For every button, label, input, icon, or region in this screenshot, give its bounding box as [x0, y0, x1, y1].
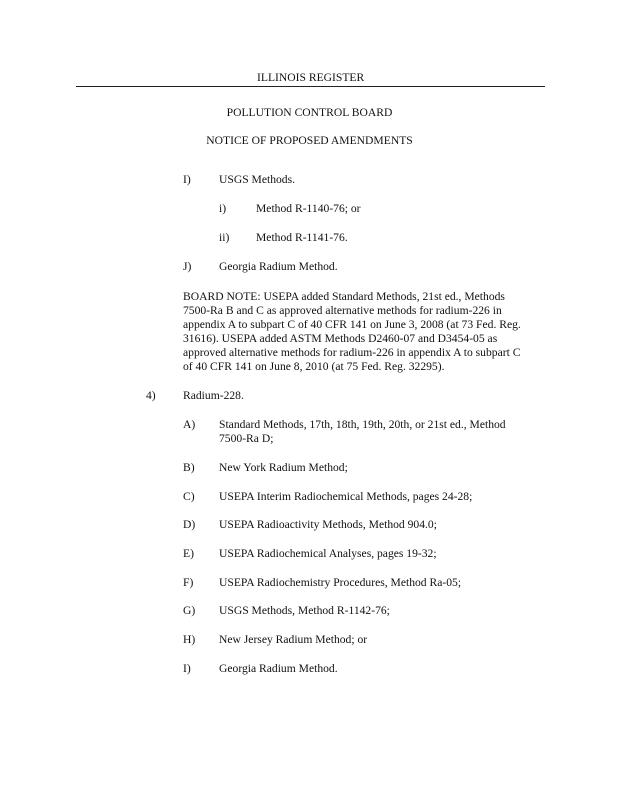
item-marker: i): [219, 202, 227, 215]
item-marker: B): [183, 461, 195, 474]
section-marker: 4): [146, 389, 156, 402]
board-note-line: 7500-Ra B and C as approved alternative methods for radium-226 in: [183, 304, 502, 317]
item-marker: ii): [219, 231, 230, 244]
item-text: USEPA Radiochemical Analyses, pages 19-32;: [219, 547, 437, 560]
item-marker: G): [183, 604, 196, 617]
item-text: Standard Methods, 17th, 18th, 19th, 20th, or 21st ed., Method: [219, 418, 506, 431]
item-text: USGS Methods, Method R-1142-76;: [219, 604, 390, 617]
item-marker: J): [183, 260, 192, 273]
item-marker: F): [183, 576, 194, 589]
item-text: Georgia Radium Method.: [219, 260, 338, 273]
item-text: Method R-1141-76.: [256, 231, 348, 244]
board-note-line: approved alternative methods for radium-226 in appendix A to subpart C: [183, 346, 521, 359]
board-note-line: appendix A to subpart C of 40 CFR 141 on June 3, 2008 (at 73 Fed. Reg.: [183, 318, 521, 331]
board-note-line: BOARD NOTE: USEPA added Standard Methods, 21st ed., Methods: [183, 290, 505, 303]
board-name: POLLUTION CONTROL BOARD: [226, 106, 393, 119]
item-text: USEPA Interim Radiochemical Methods, pages 24-28;: [219, 490, 473, 503]
header-rule: [76, 86, 545, 87]
board-note-line: 31616). USEPA added ASTM Methods D2460-07 and D3454-05 as: [183, 332, 498, 345]
section-title: Radium-228.: [183, 389, 244, 402]
item-marker: D): [183, 518, 196, 531]
board-note: [183, 290, 521, 374]
item-marker: A): [183, 418, 196, 431]
item-text: USEPA Radioactivity Methods, Method 904.0;: [219, 518, 437, 531]
item-text: New York Radium Method;: [219, 461, 348, 474]
item-text: Method R-1140-76; or: [256, 202, 361, 215]
notice-title: NOTICE OF PROPOSED AMENDMENTS: [206, 134, 413, 147]
board-note-line: of 40 CFR 141 on June 8, 2010 (at 75 Fed. Reg. 32295).: [183, 360, 445, 373]
item-text-continued: 7500-Ra D;: [219, 432, 274, 445]
item-text: New Jersey Radium Method; or: [219, 633, 368, 646]
item-marker: I): [183, 662, 191, 675]
register-title: ILLINOIS REGISTER: [257, 71, 365, 84]
item-marker: I): [183, 173, 191, 186]
item-marker: H): [183, 633, 196, 646]
item-marker: E): [183, 547, 194, 560]
item-text: USGS Methods.: [219, 173, 296, 186]
item-text: USEPA Radiochemistry Procedures, Method Ra-05;: [219, 576, 462, 589]
item-marker: C): [183, 490, 195, 503]
item-text: Georgia Radium Method.: [219, 662, 338, 675]
